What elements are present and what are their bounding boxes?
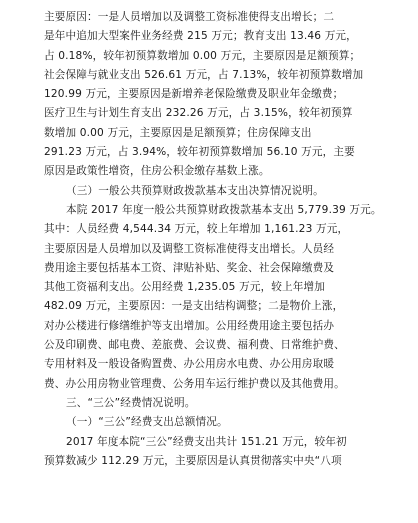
subsection-heading: （一）“三公”经费支出总额情况。 [66,416,228,429]
text-line: 数增加 0.00 万元，主要原因是足额预算；住房保障支出 [44,126,312,139]
text-line: 社会保障与就业支出 526.61 万元，占 7.13%，较年初预算数增加 [44,68,364,81]
text-line: 其中：人员经费 4,544.34 万元，较上年增加 1,161.23 万元， [44,223,349,236]
text-line: 公及印刷费、邮电费、差旅费、会议费、福利费、日常维护费、 [44,339,345,352]
section-heading: 三、“三公”经费情况说明。 [66,396,196,409]
text-line: 482.09 万元，主要原因：一是支出结构调整；二是物价上涨， [44,300,344,313]
text-line: 费用途主要包括基本工资、津贴补贴、奖金、社会保障缴费及 [44,261,335,274]
text-line: 医疗卫生与计划生育支出 232.26 万元，占 3.15%，较年初预算 [44,107,353,120]
text-line: 原因是政策性增资，住房公积金缴存基数上涨。 [44,165,270,178]
text-line: 费、办公用房物业管理费、公务用车运行维护费以及其他费用。 [44,377,345,390]
section-heading: （三）一般公共预算财政拨款基本支出决算情况说明。 [66,184,324,197]
text-line: 是年中追加大型案件业务经费 215 万元；教育支出 13.46 万元， [44,30,357,43]
text-line: 占 0.18%，较年初预算数增加 0.00 万元，主要原因是足额预算； [44,49,361,62]
text-line: 预算数减少 112.29 万元，主要原因是认真贯彻落实中央“八项 [44,454,342,467]
text-line: 120.99 万元，主要原因是新增养老保险缴费及职业年金缴费； [44,88,344,101]
text-line: 291.23 万元，占 3.94%，较年初预算数增加 56.10 万元，主要 [44,146,355,159]
text-line: 专用材料及一般设备购置费、办公用房水电费、办公用房取暖 [44,358,335,371]
text-line: 主要原因：一是人员增加以及调整工资标准使得支出增长；二 [44,11,335,23]
text-line: 本院 2017 年度一般公共预算财政拨款基本支出 5,779.39 万元。 [66,203,382,216]
text-line: 主要原因是人员增加以及调整工资标准使得支出增长。人员经 [44,242,335,255]
text-line: 2017 年度本院“三公”经费支出共计 151.21 万元，较年初 [66,435,347,448]
text-line: 对办公楼进行修缮维护等支出增加。公用经费用途主要包括办 [44,319,335,332]
text-line: 其他工资福利支出。公用经费 1,235.05 万元，较上年增加 [44,281,326,294]
